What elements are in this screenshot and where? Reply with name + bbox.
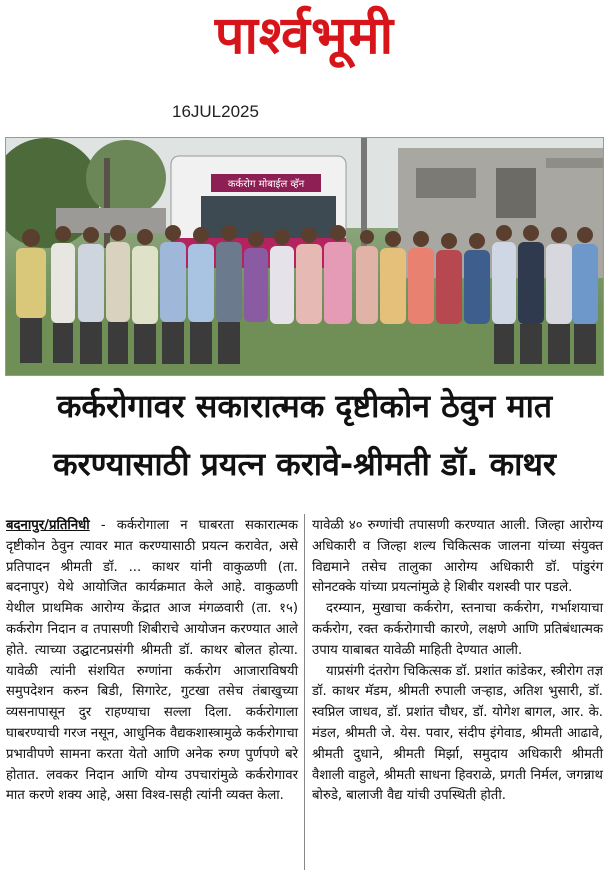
article-column-right	[312, 516, 603, 807]
publication-date: 16JUL2025	[172, 102, 259, 121]
group-photo-illustration	[6, 138, 603, 375]
article-body-left: - कर्करोगाला न घाबरता सकारात्मक दृष्टीकोन ठेवुन त्यावर मात करण्यासाठी प्रयत्न करावेत, असे प्रतिपादन श्रीमती डॉ. ... काथर यांनी वाकुळणी (ता. बदनापुर) येथे आयोजित कार्यक्रमात केले आहे. वाकुळणी येथील प्राथमिक आरोग्य केंद्रात आज मंगळवारी (ता. १५) कर्करोग निदान व तपासणी शिबीराचे आयोजन करण्यात आले होते. त्याच्या उद्घाटनप्रसंगी श्रीमती डॉ. काथर बोलत होत्या. यावेळी त्यांनी संशयित रुग्णांना कर्करोग आजाराविषयी समुपदेशन करुन बिडी, सिगारेट, गुटखा तसेच तंबाखुच्या व्यसनापासून दुर राहण्याचा सल्ला दिला. कर्करोगाला घाबरण्याची गरज नसून, आधुनिक वैद्यकशास्त्रामुळे कर्करोगाचा प्रभावीपणे सामना करता येतो आणि अनेक रुग्ण पुर्णपणे बरे होतात. लवकर निदान आणि योग्य उपचारांमुळे कर्करोगावर मात करणे शक्य आहे, असा विश्व-ासही त्यांनी व्यक्त केला.	[6, 518, 298, 804]
bus-banner-text: कर्करोग मोबाईल व्हॅन	[227, 179, 305, 190]
newspaper-title: पार्श्वभूमी	[214, 6, 395, 66]
dateline: बदनापुर/प्रतिनिधी	[6, 518, 90, 533]
article-column-left	[6, 516, 298, 807]
column-divider	[304, 514, 305, 870]
article-paragraph	[6, 516, 298, 807]
article-paragraph-1: यावेळी ४० रुग्णांची तपासणी करण्यात आली. जिल्हा आरोग्य अधिकारी व जिल्हा शल्य चिकित्सक जालना यांच्या संयुक्त विद्यमाने तसेच तालुका आरोग्य अधिकारी डॉ. पांडुरंग सोनटक्के यांच्या प्रयत्नांमुळे हे शिबीर यशस्वी पार पडले.	[312, 518, 603, 596]
article-paragraph-3: याप्रसंगी दंतरोग चिकित्सक डॉ. प्रशांत कांडेकर, स्त्रीरोग तज्ञ डॉ. काथर मॅडम, श्रीमती रुपाली जऱ्हाड, अतिश भुसारी, डॉ. स्वप्निल जाधव, डॉ. प्रशांत चौधर, डॉ. योगेश बागल, आर. के. मंडल, श्रीमती जे. येस. पवार, संदीप इंगेवाड, श्रीमती आढावे, श्रीमती दुधाने, श्रीमती मिर्झा, समुदाय अधिकारी श्रीमती वैशाली वाहुले, श्रीमती साधना हिवराळे, प्रगती निर्मल, जगन्नाथ बोरुडे, बालाजी वैद्य यांची उपस्थिती होती.	[312, 663, 603, 804]
article-photo	[5, 137, 604, 376]
masthead	[0, 0, 609, 100]
article-paragraph-2: दरम्यान, मुखाचा कर्करोग, स्तनाचा कर्करोग, गर्भाशयाचा कर्करोग, रक्त कर्करोगाची कारणे, लक्षणे आणि प्रतिबंधात्मक उपाय याबाबत यावेळी माहिती देण्यात आली.	[312, 601, 603, 658]
headline-line-2: करण्यासाठी प्रयत्न करावे-श्रीमती डॉ. काथर	[52, 445, 557, 483]
headline-line-1: कर्करोगावर सकारात्मक दृष्टीकोन ठेवुन मात	[56, 387, 553, 425]
